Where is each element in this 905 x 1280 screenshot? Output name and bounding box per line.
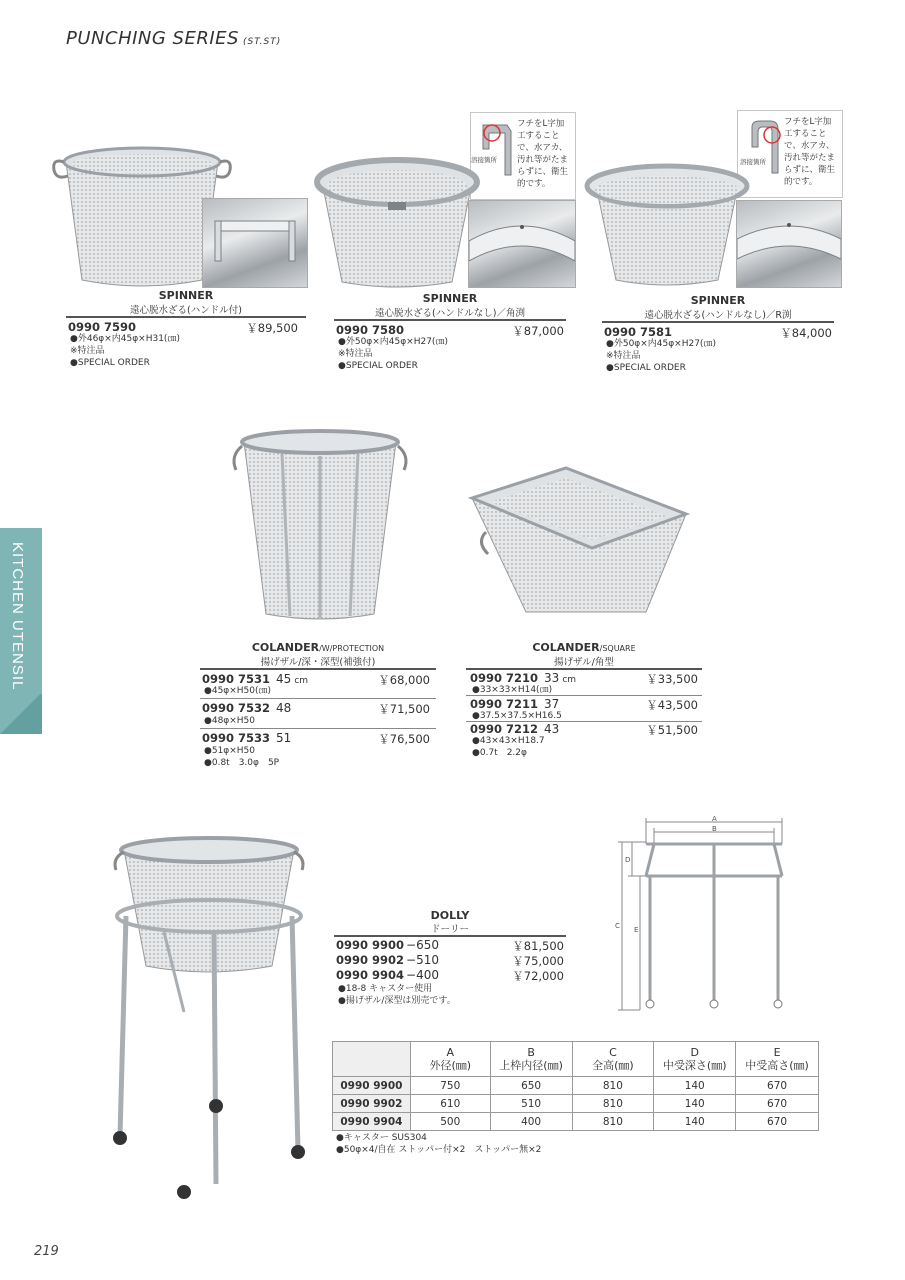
spinner-1-name: SPINNER [158,289,214,302]
colander-sq-item-3-note-2: ●0.7t 2.2φ [472,748,527,758]
dolly-note-caster: ●18-8 キャスター使用 [338,984,433,994]
table-cell: 500 [410,1113,490,1131]
spinner-3-callout-text: フチをL字加 工すること で、水アカ、 汚れ等がたま らずに、衛生 的です。 [784,117,836,187]
header-label: 外径(㎜) [429,1059,472,1072]
colander-sq-item-3-code [470,722,559,736]
colander-deep-photo [228,428,412,624]
dolly-item-1-code [336,938,439,952]
colander-w-item-1-unit: cm [294,676,309,686]
page-number: 219 [34,1244,59,1259]
colander-w-name [200,641,436,654]
colander-sq-item-1-code-text: 0990 7210 [470,671,539,685]
spinner-3-rule [602,321,834,323]
table-row [333,1113,819,1131]
side-tab-stripe [0,694,42,734]
table-header-d [654,1042,736,1077]
header-letter: B [527,1046,535,1059]
colander-sq-rule [466,668,702,670]
colander-sq-subtitle: 揚げザル/角型 [554,657,614,668]
colander-w-item-2-code [202,701,291,715]
spinner-3-note-special: ●SPECIAL ORDER [606,363,686,373]
colander-w-name-suffix: /W/PROTECTION [319,644,385,653]
spinner-1-subtitle: 遠心脱水ざる(ハンドル付) [130,305,242,316]
table-cell: 670 [736,1095,819,1113]
dimension-label-e: E [634,926,639,934]
colander-w-item-3-note-2: ●0.8t 3.0φ 5P [204,758,280,768]
spinner-3-note-custom: ※特注品 [606,351,641,361]
spinner-basket-square-rim-photo [312,152,482,292]
colander-w-item-2-price: ￥71,500 [378,702,430,716]
dolly-item-2-code-text: 0990 9902 [336,953,405,967]
spinner-1-price: ￥89,500 [246,321,298,335]
dolly-table-note-stopper: ●50φ×4/自在 ストッパー付×2 ストッパー無×2 [336,1145,542,1155]
table-cell: 650 [490,1077,572,1095]
colander-sq-item-3-code-text: 0990 7212 [470,722,539,736]
table-header-a [410,1042,490,1077]
colander-sq-item-2-code [470,697,559,711]
spinner-2-name: SPINNER [422,292,478,305]
dolly-item-3-price: ￥72,000 [512,969,564,983]
table-cell: 400 [490,1113,572,1131]
colander-sq-item-1-code [470,671,576,685]
colander-sq-divider [466,695,702,696]
table-cell: 810 [572,1095,654,1113]
colander-w-item-2-note: ●48φ×H50 [204,716,256,726]
colander-w-name-text: COLANDER [251,641,320,654]
colander-w-item-1-price: ￥68,000 [378,673,430,687]
colander-w-divider [200,728,436,729]
side-tab-label: KITCHEN UTENSIL [9,542,26,691]
dolly-photo [104,832,314,1204]
table-cell: 610 [410,1095,490,1113]
colander-sq-name [466,641,702,654]
table-cell: 810 [572,1077,654,1095]
table-header-row [333,1042,819,1077]
colander-w-item-3-code-text: 0990 7533 [202,731,271,745]
header-label: 全高(㎜) [592,1059,634,1072]
colander-w-item-1-code [202,672,308,686]
table-cell: 670 [736,1113,819,1131]
spinner-3-price: ￥84,000 [780,326,832,340]
table-cell: 140 [654,1077,736,1095]
colander-w-item-1-size: 45 [276,672,292,686]
table-row [333,1077,819,1095]
colander-sq-item-1-price: ￥33,500 [646,672,698,686]
header-letter: E [773,1046,781,1059]
table-row-code: 0990 9902 [333,1095,411,1113]
colander-w-item-3-code [202,731,291,745]
colander-sq-item-2-size: 37 [544,697,560,711]
dolly-item-1-size: −650 [406,938,439,952]
spinner-2-price: ￥87,000 [512,324,564,338]
header-label: 中受高さ(㎜) [745,1059,809,1072]
table-cell: 140 [654,1113,736,1131]
dolly-item-3-size: −400 [406,968,439,982]
dolly-dimension-table [332,1041,819,1131]
colander-sq-name-suffix: /SQUARE [599,644,636,653]
colander-sq-item-2-code-text: 0990 7211 [470,697,539,711]
header-letter: D [690,1046,699,1059]
dolly-dimension-diagram [610,814,810,1016]
edge-profile-icon [477,119,517,183]
dolly-item-1-code-text: 0990 9900 [336,938,405,952]
series-subtitle: (ST.ST) [242,37,282,47]
table-row-code: 0990 9900 [333,1077,411,1095]
spinner-1-rule [66,316,306,318]
colander-sq-item-1-unit: cm [562,675,577,685]
dimension-label-a: A [712,815,717,823]
series-title-text: PUNCHING SERIES [66,28,239,49]
spinner-1-note-size: ●外46φ×内45φ×H31(㎝) [70,334,180,344]
spinner-basket-round-rim-photo [582,160,752,290]
table-header-e [736,1042,819,1077]
spinner-2-note-size: ●外50φ×内45φ×H27(㎝) [338,337,448,347]
colander-sq-item-3-size: 43 [544,722,560,736]
spinner-2-subtitle: 遠心脱水ざる(ハンドルなし)／角渕 [375,308,525,319]
spinner-2-note-special: ●SPECIAL ORDER [338,361,418,371]
table-cell: 750 [410,1077,490,1095]
colander-sq-item-2-note: ●37.5×37.5×H16.5 [472,711,562,721]
dimension-label-d: D [625,856,631,864]
table-cell: 810 [572,1113,654,1131]
spinner-3-code: 0990 7581 [604,325,673,339]
dolly-rule [334,935,566,937]
spinner-3-rim-detail-photo [736,200,842,288]
colander-sq-name-text: COLANDER [532,641,600,654]
spinner-2-callout [470,112,576,200]
colander-sq-item-3-price: ￥51,500 [646,723,698,737]
spinner-handle-detail-photo [202,198,308,288]
dimension-label-b: B [712,825,717,833]
table-row-code: 0990 9904 [333,1113,411,1131]
table-cell: 670 [736,1077,819,1095]
colander-sq-item-1-size: 33 [544,671,560,685]
colander-w-item-3-note-1: ●51φ×H50 [204,746,256,756]
table-row [333,1095,819,1113]
header-label: 上枠内径(㎜) [499,1059,563,1072]
colander-sq-item-1-note: ●33×33×H14(㎝) [472,685,553,695]
dolly-item-2-price: ￥75,000 [512,954,564,968]
dolly-item-3-code-text: 0990 9904 [336,968,405,982]
spinner-2-rim-detail-photo [468,200,576,288]
table-header-blank [333,1042,411,1077]
dolly-table-note-caster: ●キャスター SUS304 [336,1133,427,1143]
spinner-3-callout [737,110,843,198]
dimension-label-c: C [615,922,620,930]
colander-sq-item-3-note-1: ●43×43×H18.7 [472,736,545,746]
dolly-item-1-price: ￥81,500 [512,939,564,953]
spinner-2-code: 0990 7580 [336,323,405,337]
header-label: 中受深さ(㎜) [662,1059,727,1072]
spinner-1-note-custom: ※特注品 [70,346,105,356]
table-cell: 510 [490,1095,572,1113]
side-tab [0,528,42,734]
colander-w-item-1-note: ●45φ×H50(㎝) [204,686,272,696]
dolly-name: DOLLY [430,909,470,922]
spinner-2-callout-label: 溶接箇所 [471,156,497,164]
table-header-c [572,1042,654,1077]
dolly-item-3-code [336,968,439,982]
colander-square-photo [466,462,692,622]
spinner-2-rule [334,319,566,321]
colander-w-item-3-price: ￥76,500 [378,732,430,746]
table-cell: 140 [654,1095,736,1113]
dolly-item-2-code [336,953,439,967]
colander-w-subtitle: 揚げザル/深・深型(補強付) [260,657,376,668]
header-letter: C [609,1046,617,1059]
colander-w-rule [200,668,436,670]
spinner-3-subtitle: 遠心脱水ざる(ハンドルなし)／R渕 [644,310,792,321]
colander-w-item-3-size: 51 [276,731,292,745]
series-title [66,28,281,49]
colander-w-item-1-code-text: 0990 7531 [202,672,271,686]
colander-w-item-2-code-text: 0990 7532 [202,701,271,715]
table-header-b [490,1042,572,1077]
spinner-2-callout-text: フチをL字加 工すること で、水アカ、 汚れ等がたま らずに、衛生 的です。 [517,119,569,189]
spinner-3-note-size: ●外50φ×内45φ×H27(㎝) [606,339,716,349]
dolly-item-2-size: −510 [406,953,439,967]
spinner-2-note-custom: ※特注品 [338,349,373,359]
spinner-1-note-special: ●SPECIAL ORDER [70,358,150,368]
colander-w-item-2-size: 48 [276,701,292,715]
spinner-1-code: 0990 7590 [68,320,137,334]
colander-w-divider [200,698,436,699]
colander-sq-item-2-price: ￥43,500 [646,698,698,712]
spinner-3-name: SPINNER [690,294,746,307]
spinner-3-callout-label: 溶接箇所 [740,158,766,166]
dolly-subtitle: ドーリー [430,924,469,935]
header-letter: A [446,1046,455,1059]
dolly-note-sold-separately: ●揚げザル/深型は別売です。 [338,996,456,1006]
